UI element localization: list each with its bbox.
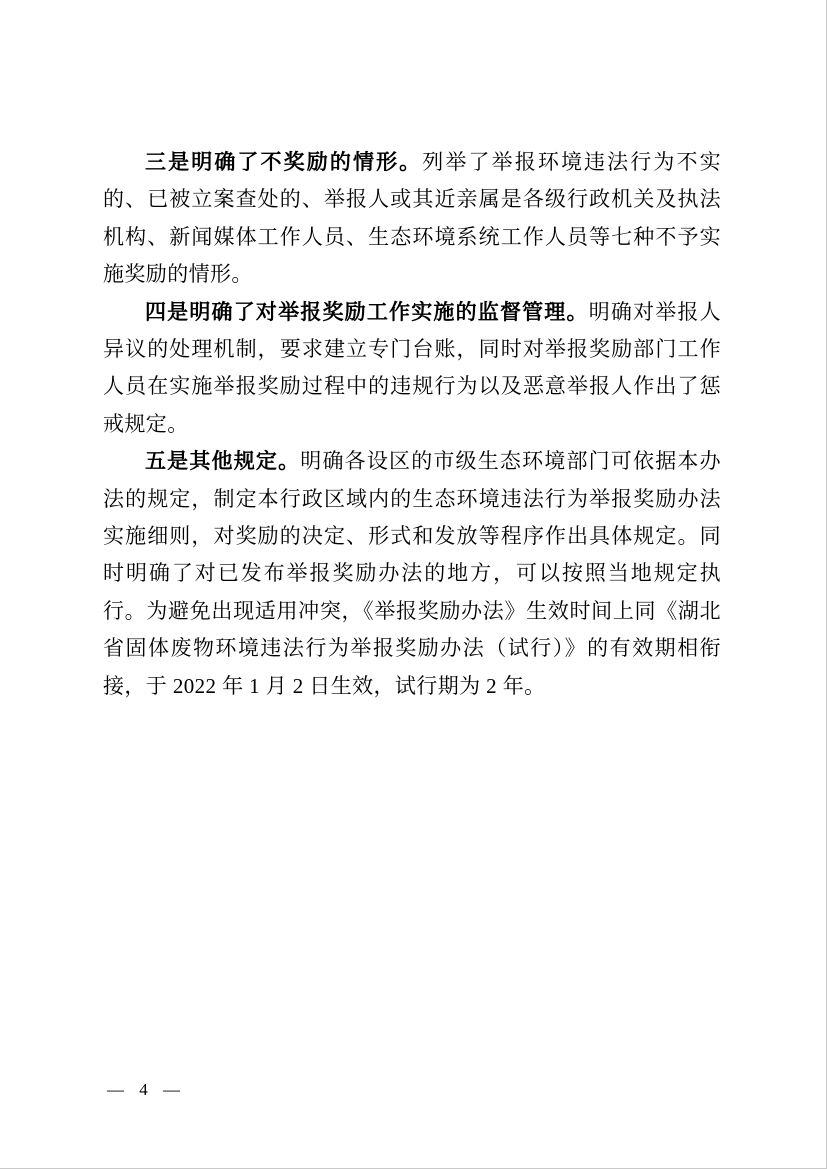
paragraph-lead: 三是明确了不奖励的情形。 <box>145 150 423 174</box>
paragraph-lead: 四是明确了对举报奖励工作实施的监督管理。 <box>145 299 589 324</box>
paragraph-body: 明确对举报人异议的处理机制，要求建立专门台账，同时对举报奖励部门工作人员在实施举报奖励过程中的违规行为以及恶意举报人作出了惩戒规定。 <box>103 299 722 436</box>
paragraph-body: 明确各设区的市级生态环境部门可依据本办法的规定，制定本行政区域内的生态环境违法行为举报奖励办法实施细则，对奖励的决定、形式和发放等程序作出具体规定。同时明确了对已发布举报奖励办法的地方，可以按照当地规定执行。为避免出现适用冲突，《举报奖励办法》生效时间上同《湖北省固体废物环境违法行为举报奖励办法（试行）》的有效期相衔接，于 2022 年 1 月 2 日生效，试行期为 2 年。 <box>103 449 721 698</box>
paragraph-point-five <box>103 443 721 705</box>
paragraph-point-four <box>103 294 721 444</box>
paragraph-lead: 五是其他规定。 <box>145 449 301 474</box>
page-number: — 4 — <box>107 1080 181 1099</box>
document-content <box>103 144 721 705</box>
page-footer <box>107 1080 181 1100</box>
paragraph-body: 列举了举报环境违法行为不实的、已被立案查处的、举报人或其近亲属是各级行政机关及执法机构、新闻媒体工作人员、生态环境系统工作人员等七种不予实施奖励的情形。 <box>103 150 721 287</box>
paragraph-point-three <box>103 144 721 294</box>
